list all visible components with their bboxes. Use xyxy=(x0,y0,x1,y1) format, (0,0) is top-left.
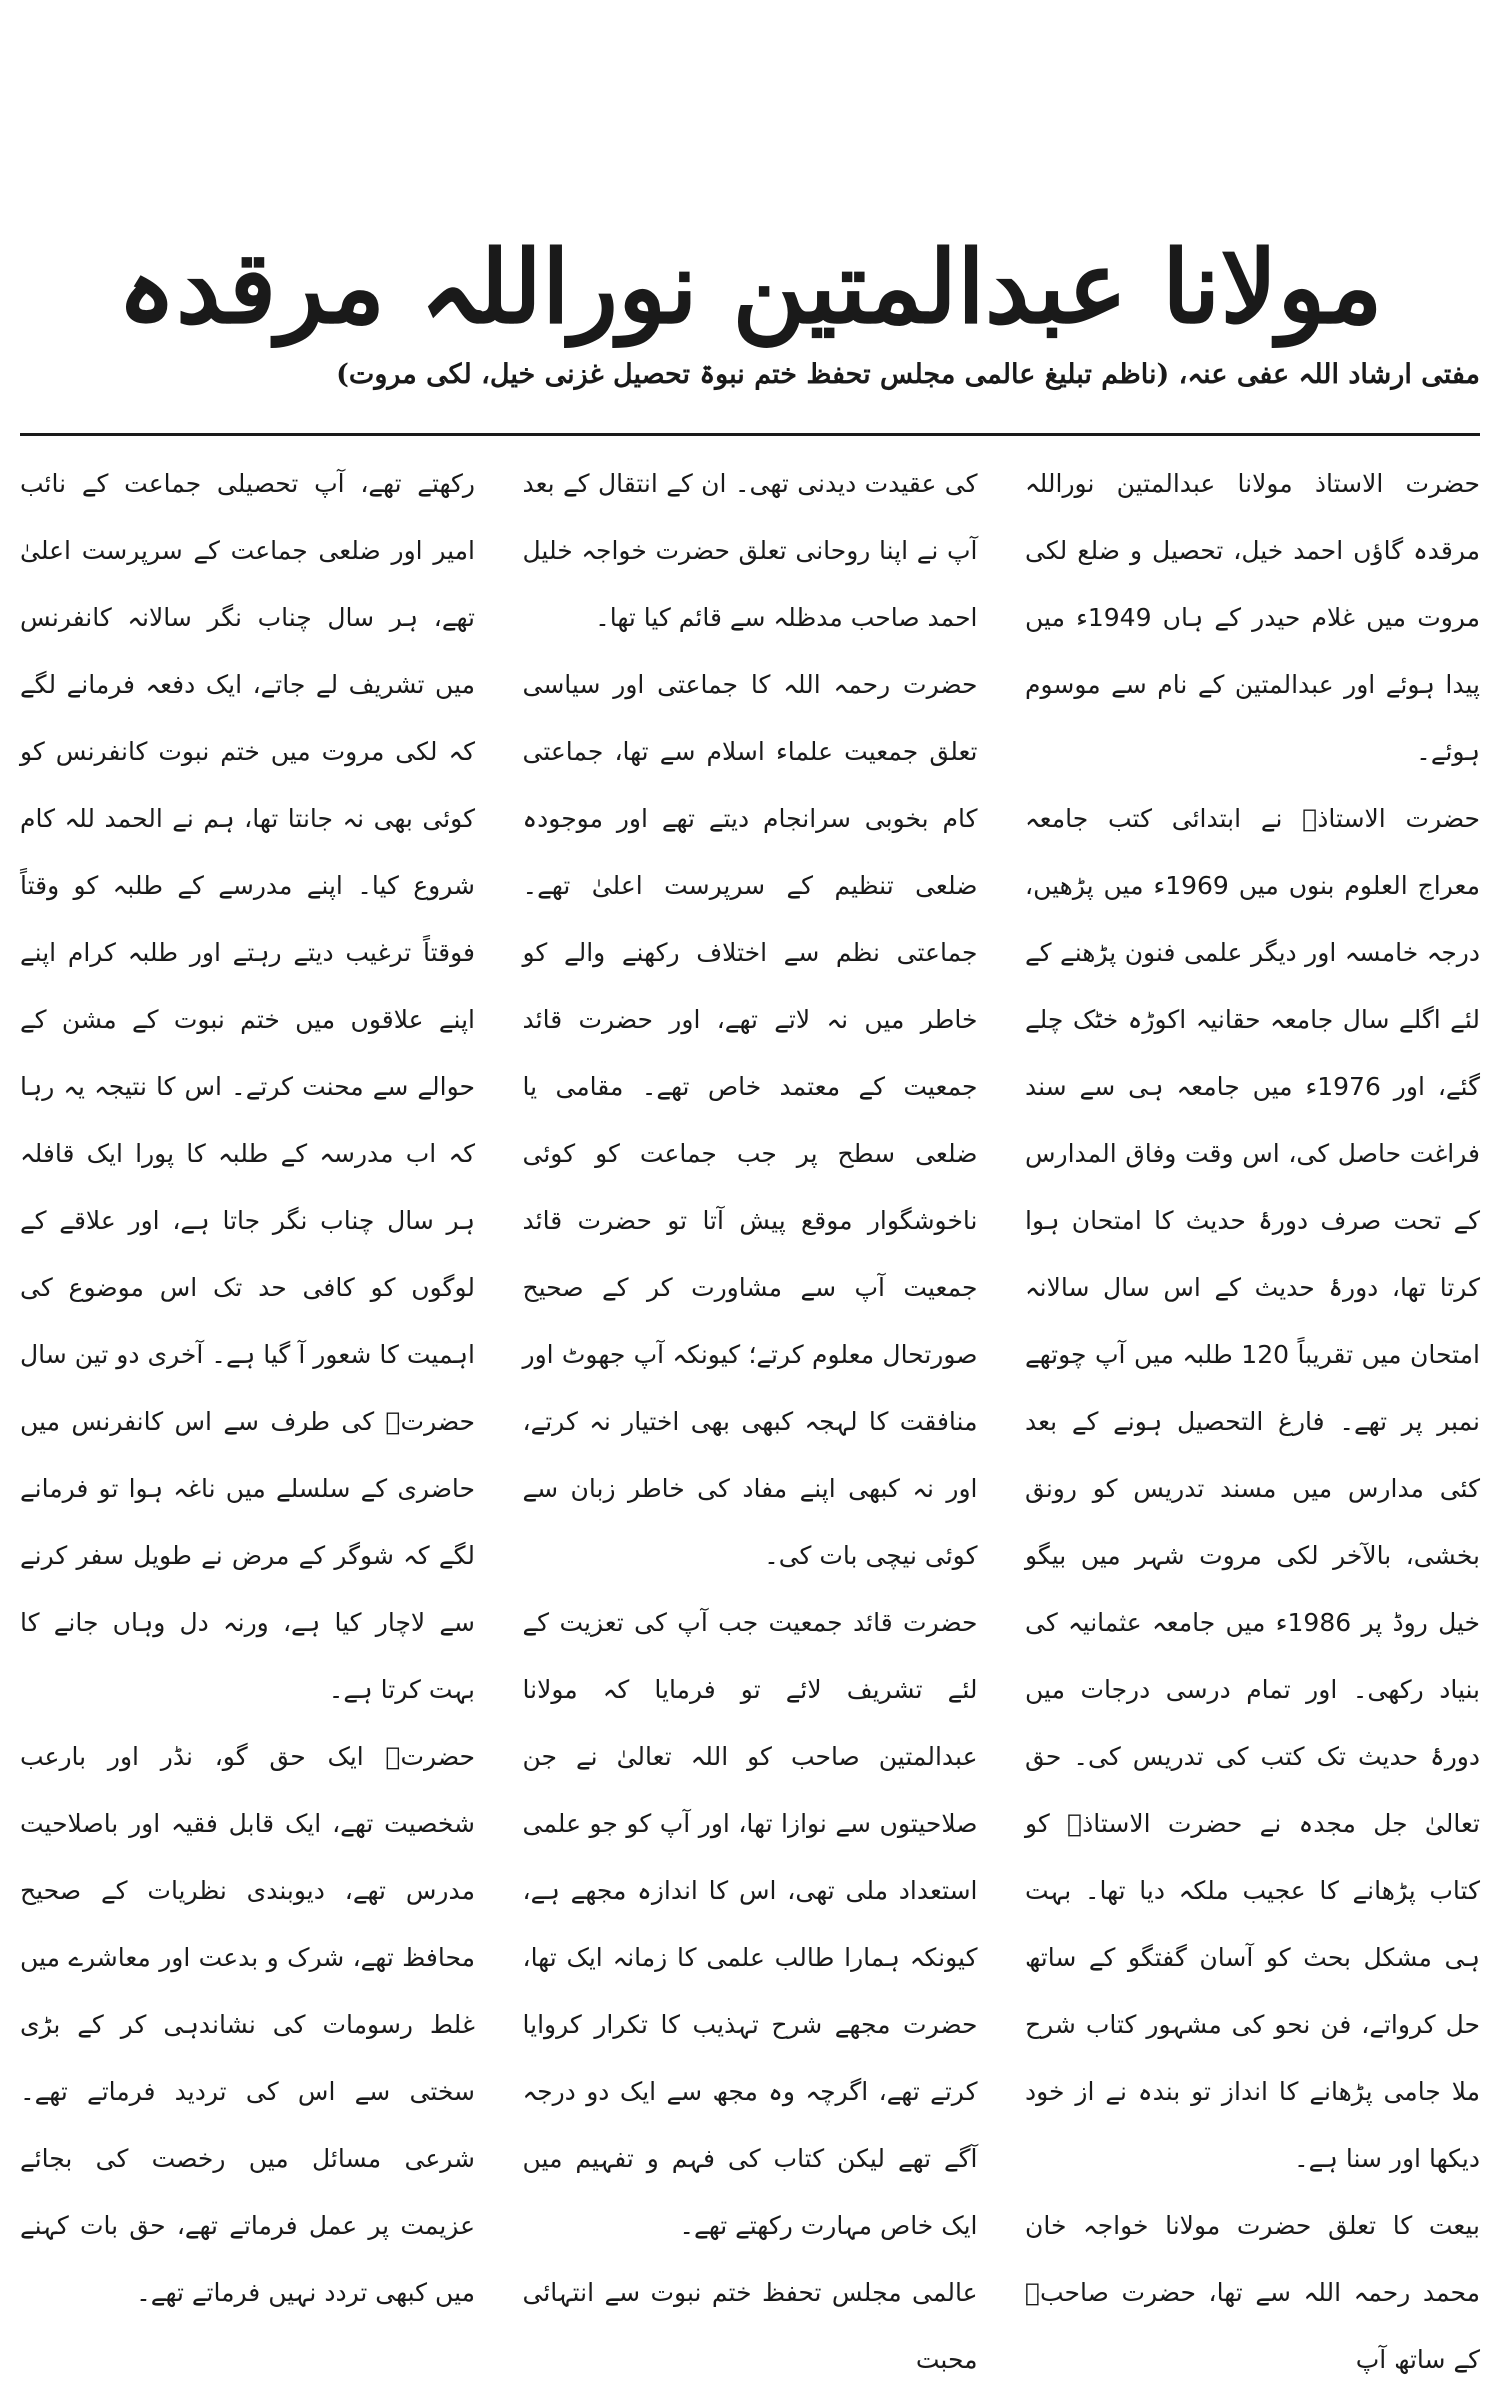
paragraph: حضرت قائد جمعیت جب آپ کی تعزیت کے لئے تشریف لائے تو فرمایا کہ مولانا عبدالمتین صاحب کو اللہ تعالیٰ نے جن صلاحیتوں سے نوازا تھا، اور آپ کو جو علمی استعداد ملی تھی، اس کا اندازہ مجھے ہے، کیونکہ ہمارا طالب علمی کا زمانہ ایک تھا، حضرت مجھے شرح تہذیب کا تکرار کروایا کرتے تھے، اگرچہ وہ مجھ سے ایک دو درجہ آگے تھے لیکن کتاب کی فہم و تفہیم میں ایک خاص مہارت رکھتے تھے۔ xyxy=(522,1608,978,2240)
header-divider xyxy=(20,433,1480,436)
column-left xyxy=(20,450,475,2307)
column-right xyxy=(1025,450,1480,2374)
paragraph: عالمی مجلس تحفظ ختم نبوت سے انتہائی محبت xyxy=(522,2278,978,2374)
paragraph: کی عقیدت دیدنی تھی۔ ان کے انتقال کے بعد آپ نے اپنا روحانی تعلق حضرت خواجہ خلیل احمد صاحب مدظلہ سے قائم کیا تھا۔ xyxy=(522,469,978,632)
paragraph: حضرت الاستاذؒ نے ابتدائی کتب جامعہ معراج العلوم بنوں میں 1969ء میں پڑھیں، درجہ خامسہ اور دیگر علمی فنون پڑھنے کے لئے اگلے سال جامعہ حقانیہ اکوڑہ خٹک چلے گئے، اور 1976ء میں جامعہ ہی سے سند فراغت حاصل کی، اس وقت وفاق المدارس کے تحت صرف دورۂ حدیث کا امتحان ہوا کرتا تھا، دورۂ حدیث کے اس سال سالانہ امتحان میں تقریباً 120 طلبہ میں آپ چوتھے نمبر پر تھے۔ فارغ التحصیل ہونے کے بعد کئی مدارس میں مسند تدریس کو رونق بخشی، بالآخر لکی مروت شہر میں بیگو خیل روڈ پر 1986ء میں جامعہ عثمانیہ کی بنیاد رکھی۔ اور تمام درسی درجات میں دورۂ حدیث تک کتب کی تدریس کی۔ حق تعالیٰ جل مجدہ نے حضرت الاستاذؒ کو کتاب پڑھانے کا عجیب ملکہ دیا تھا۔ بہت ہی مشکل بحث کو آسان گفتگو کے ساتھ حل کرواتے، فن نحو کی مشہور کتاب شرح ملا جامی پڑھانے کا انداز تو بندہ نے از خود دیکھا اور سنا ہے۔ xyxy=(1025,804,1480,2173)
paragraph: رکھتے تھے، آپ تحصیلی جماعت کے نائب امیر اور ضلعی جماعت کے سرپرست اعلیٰ تھے، ہر سال چناب نگر سالانہ کانفرنس میں تشریف لے جاتے، ایک دفعہ فرمانے لگے کہ لکی مروت میں ختم نبوت کانفرنس کو کوئی بھی نہ جانتا تھا، ہم نے الحمد للہ کام شروع کیا۔ اپنے مدرسے کے طلبہ کو وقتاً فوقتاً ترغیب دیتے رہتے اور طلبہ کرام اپنے اپنے علاقوں میں ختم نبوت کے مشن کے حوالے سے محنت کرتے۔ اس کا نتیجہ یہ رہا کہ اب مدرسہ کے طلبہ کا پورا ایک قافلہ ہر سال چناب نگر جاتا ہے، اور علاقے کے لوگوں کو کافی حد تک اس موضوع کی اہمیت کا شعور آ گیا ہے۔ آخری دو تین سال حضرتؒ کی طرف سے اس کانفرنس میں حاضری کے سلسلے میں ناغہ ہوا تو فرمانے لگے کہ شوگر کے مرض نے طویل سفر کرنے سے لاچار کیا ہے، ورنہ دل وہاں جانے کا بہت کرتا ہے۔ xyxy=(20,469,475,1704)
paragraph: حضرت رحمہ اللہ کا جماعتی اور سیاسی تعلق جمعیت علماء اسلام سے تھا، جماعتی کام بخوبی سرانجام دیتے تھے اور موجودہ ضلعی تنظیم کے سرپرست اعلیٰ تھے۔ جماعتی نظم سے اختلاف رکھنے والے کو خاطر میں نہ لاتے تھے، اور حضرت قائد جمعیت کے معتمد خاص تھے۔ مقامی یا ضلعی سطح پر جب جماعت کو کوئی ناخوشگوار موقع پیش آتا تو حضرت قائد جمعیت آپ سے مشاورت کر کے صحیح صورتحال معلوم کرتے؛ کیونکہ آپ جھوٹ اور منافقت کا لہجہ کبھی بھی اختیار نہ کرتے، اور نہ کبھی اپنے مفاد کی خاطر زبان سے کوئی نیچی بات کی۔ xyxy=(522,670,978,1570)
paragraph: حضرتؒ ایک حق گو، نڈر اور بارعب شخصیت تھے، ایک قابل فقیہ اور باصلاحیت مدرس تھے، دیوبندی نظریات کے صحیح محافظ تھے، شرک و بدعت اور معاشرے میں غلط رسومات کی نشاندہی کر کے بڑی سختی سے اس کی تردید فرماتے تھے۔ شرعی مسائل میں رخصت کی بجائے عزیمت پر عمل فرماتے تھے، حق بات کہنے میں کبھی تردد نہیں فرماتے تھے۔ xyxy=(20,1742,475,2307)
paragraph: بیعت کا تعلق حضرت مولانا خواجہ خان محمد رحمہ اللہ سے تھا، حضرت صاحبؒ کے ساتھ آپ xyxy=(1025,2211,1480,2374)
paragraph: حضرت الاستاذ مولانا عبدالمتین نوراللہ مرقدہ گاؤں احمد خیل، تحصیل و ضلع لکی مروت میں غلام حیدر کے ہاں 1949ء میں پیدا ہوئے اور عبدالمتین کے نام سے موسوم ہوئے۔ xyxy=(1025,469,1480,766)
article-columns xyxy=(20,450,1480,2374)
article-byline: مفتی ارشاد اللہ عفی عنہ، (ناظم تبلیغ عالمی مجلس تحفظ ختم نبوۃ تحصیل غزنی خیل، لکی مروت) xyxy=(336,359,1480,390)
newspaper-page xyxy=(20,0,1480,2374)
column-middle xyxy=(522,450,978,2374)
article-title: مولانا عبدالمتین نوراللہ مرقدہ xyxy=(117,228,1383,346)
